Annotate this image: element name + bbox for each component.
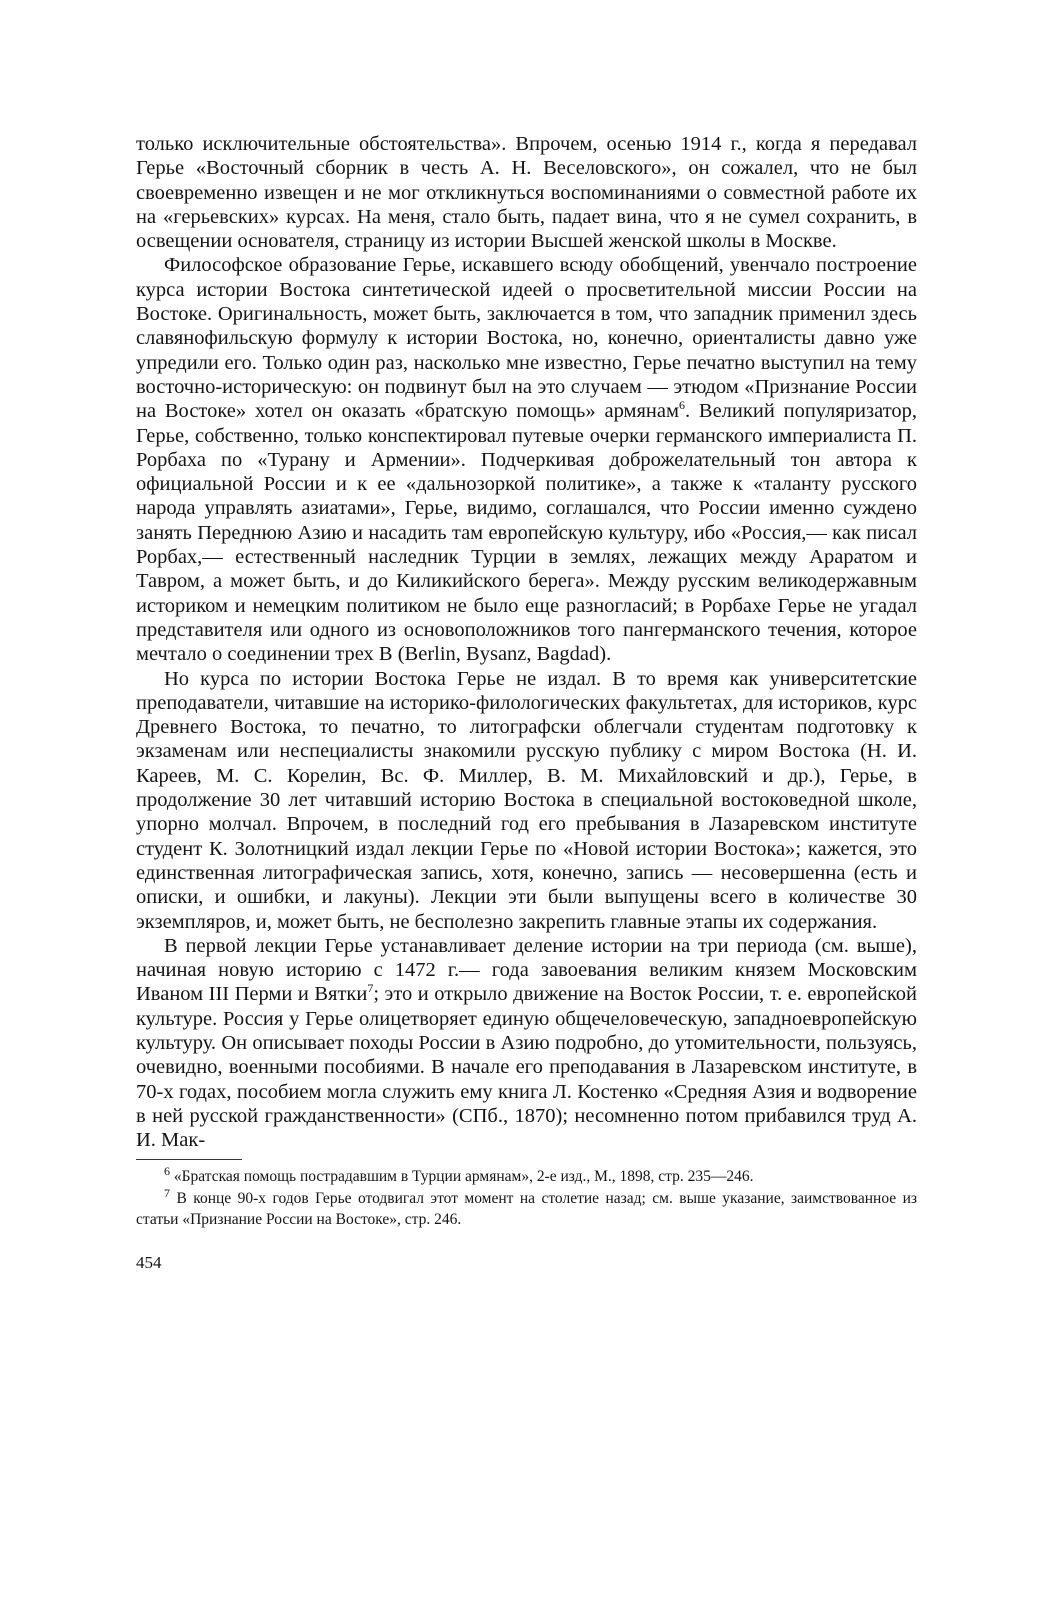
footnote-7-mark: 7 (164, 1185, 170, 1200)
footnote-reference-6: 6 (678, 398, 685, 413)
paragraph-2 (136, 253, 917, 666)
footnote-6-text: «Братская помощь пострадавшим в Турции армянам», 2-е изд., М., 1898, стр. 235—246. (170, 1168, 754, 1186)
footnote-separator (136, 1159, 242, 1160)
footnote-reference-7: 7 (367, 981, 374, 996)
paragraph-2-text-continued: . Великий популяризатор, Герье, собственно, только конспектировал путевые очерки германского империалиста П. Рорбаха по «Турану и Армении». Подчеркивая доброжелательный тон автора к официальной России и к ее «дальнозоркой политике», а также к «таланту русского народа управлять азиатами», Герье, видимо, соглашался, что России именно суждено занять Переднюю Азию и насадить там европейскую культуру, ибо «Россия,— как писал Рорбах,— естественный наследник Турции в землях, лежащих между Араратом и Тавром, а может быть, и до Киликийского берега». Между русским великодержавным историком и немецким политиком не было еще разногласий; в Рорбахе Герье не угадал представителя или одного из основоположников того пангерманского течения, которое мечтало о соединении трех В (Berlin, Bysanz, Bagdad). (136, 400, 918, 666)
paragraph-4 (136, 934, 917, 1153)
footnote-6-mark: 6 (164, 1164, 170, 1179)
paragraph-1-text: только исключительные обстоятельства». Впрочем, осенью 1914 г., когда я передавал Герье «Восточный сборник в честь А. Н. Веселовского», он сожалел, что не был своевременно извещен и не мог откликнуться воспоминаниями о совместной работе их на «герьевских» курсах. На меня, стало быть, падает вина, что я не сумел сохранить, в освещении основателя, страницу из истории Высшей женской школы в Москве. (136, 133, 917, 253)
paragraph-2-text: Философское образование Герье, искавшего всюду обобщений, увенчало построение курса истории Востока синтетической идеей о просветительной миссии России на Востоке. Оригинальность, может быть, заключается в том, что западник применил здесь славянофильскую формулу к истории Востока, но, конечно, ориенталисты давно уже упредили его. Только один раз, насколько мне известно, Герье печатно выступил на тему восточно-историческую: он подвинут был на это случаем — этюдом «Признание России на Востоке» хотел он оказать «братскую помощь» армянам (136, 254, 917, 423)
page-number: 454 (136, 1252, 162, 1272)
paragraph-4-text-continued: ; это и открыло движение на Восток России, т. е. европейской культуре. Россия у Герье олицетворяет единую общечеловеческую, западноевропейскую культуру. Он описывает походы России в Азию подробно, до утомительности, пользуясь, очевидно, военными пособиями. В начале его преподавания в Лазаревском институте, в 70-х годах, пособием могла служить ему книга Л. Костенко «Средняя Азия и водворение в ней русской гражданственности» (СПб., 1870); несомненно потом прибавился труд А. И. Мак- (136, 983, 917, 1152)
book-page (136, 132, 917, 1273)
footnote-7 (136, 1185, 917, 1231)
footnote-6 (136, 1166, 917, 1188)
paragraph-3 (136, 667, 917, 934)
footnote-7-text: В конце 90-х годов Герье отодвигал этот момент на столетие назад; см. выше указание, заимствованное из статьи «Признание России на Востоке», стр. 246. (136, 1189, 917, 1229)
paragraph-3-text: Но курса по истории Востока Герье не издал. В то время как университетские преподаватели, читавшие на историко-филологических факультетах, для историков, курс Древнего Востока, то печатно, то литографски облегчали студентам подготовку к экзаменам или неспециалисты знакомили русскую публику с миром Востока (Н. И. Кареев, М. С. Корелин, Вс. Ф. Миллер, В. М. Михайловский и др.), Герье, в продолжение 30 лет читавший историю Востока в специальной востоковедной школе, упорно молчал. Впрочем, в последний год его пребывания в Лазаревском институте студент К. Золотницкий издал лекции Герье по «Новой истории Востока»; кажется, это единственная литографическая запись, хотя, конечно, запись — несовершенна (есть и описки, и ошибки, и лакуны). Лекции эти были выпущены всего в количестве 30 экземпляров, и, может быть, не бесполезно закрепить главные этапы их содержания. (136, 667, 917, 933)
paragraph-4-text: В первой лекции Герье устанавливает деление истории на три периода (см. выше), начиная новую историю с 1472 г.— года завоевания великим князем Московским Иваном III Перми и Вятки (136, 934, 917, 1006)
paragraph-1 (136, 132, 917, 253)
